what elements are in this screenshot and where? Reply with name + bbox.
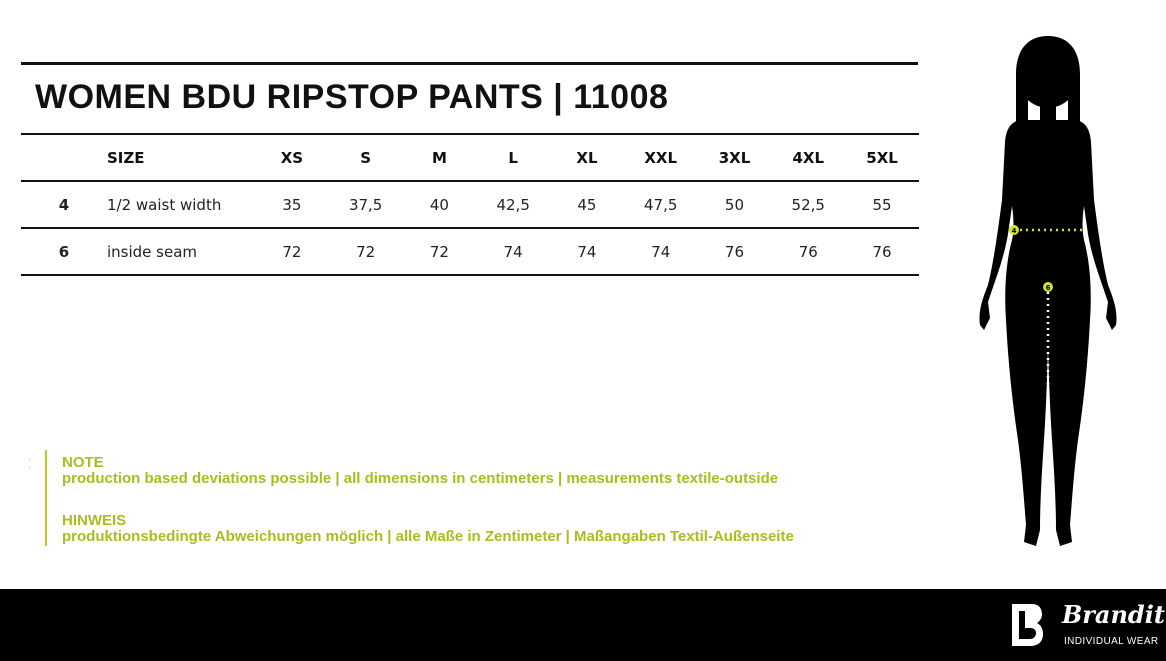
note-de-text: produktionsbedingte Abweichungen möglich | alle Maße in Zentimeter | Maßangaben Textil-Außenseite [62, 528, 794, 545]
head-shape [1028, 49, 1068, 103]
brand-tagline: INDIVIDUAL WEAR [1064, 636, 1159, 647]
table-cell: 72 [329, 228, 403, 275]
brand-name: Brandit [1062, 600, 1165, 629]
table-cell: 52,5 [771, 181, 845, 228]
header-size-4xl: 4XL [771, 134, 845, 181]
header-size-3xl: 3XL [698, 134, 772, 181]
row-label: inside seam [107, 228, 255, 275]
header-size-s: S [329, 134, 403, 181]
row-number: 6 [21, 228, 107, 275]
header-size-m: M [403, 134, 477, 181]
header-size-xs: XS [255, 134, 329, 181]
table-cell: 72 [255, 228, 329, 275]
table-cell: 50 [698, 181, 772, 228]
body-silhouette-figure [960, 30, 1140, 555]
row-label: 1/2 waist width [107, 181, 255, 228]
note-en-heading: NOTE [62, 454, 104, 471]
header-size-5xl: 5XL [845, 134, 919, 181]
note-en-block [62, 455, 778, 487]
page-title: WOMEN BDU RIPSTOP PANTS | 11008 [35, 78, 669, 116]
table-cell: 37,5 [329, 181, 403, 228]
table-cell: 47,5 [624, 181, 698, 228]
table-cell: 55 [845, 181, 919, 228]
seam-marker-label: 6 [1045, 284, 1051, 292]
waist-marker-label: 4 [1011, 227, 1017, 235]
table-cell: 76 [845, 228, 919, 275]
note-dots-decoration: · · [28, 455, 32, 474]
size-table [21, 133, 919, 276]
header-size-xxl: XXL [624, 134, 698, 181]
note-en-text: production based deviations possible | all dimensions in centimeters | measurements textile-outside [62, 470, 779, 487]
row-number: 4 [21, 181, 107, 228]
table-cell: 74 [550, 228, 624, 275]
footer-bar [0, 589, 1166, 661]
header-size-label: SIZE [107, 134, 255, 181]
table-row-inside-seam [21, 228, 919, 275]
title-rule [21, 62, 918, 65]
table-cell: 76 [698, 228, 772, 275]
table-cell: 35 [255, 181, 329, 228]
brandit-b-logo-icon [1010, 602, 1044, 648]
note-accent-bar [45, 450, 47, 546]
table-cell: 74 [624, 228, 698, 275]
note-de-block [62, 513, 794, 545]
table-cell: 45 [550, 181, 624, 228]
size-table-header [21, 134, 919, 181]
table-cell: 42,5 [476, 181, 550, 228]
neck-shape [1040, 98, 1056, 120]
header-size-l: L [476, 134, 550, 181]
table-cell: 72 [403, 228, 477, 275]
header-number [21, 134, 107, 181]
note-de-heading: HINWEIS [62, 512, 127, 529]
body-shape [979, 120, 1116, 546]
header-size-xl: XL [550, 134, 624, 181]
table-cell: 40 [403, 181, 477, 228]
table-cell: 76 [771, 228, 845, 275]
table-row-waist [21, 181, 919, 228]
table-cell: 74 [476, 228, 550, 275]
